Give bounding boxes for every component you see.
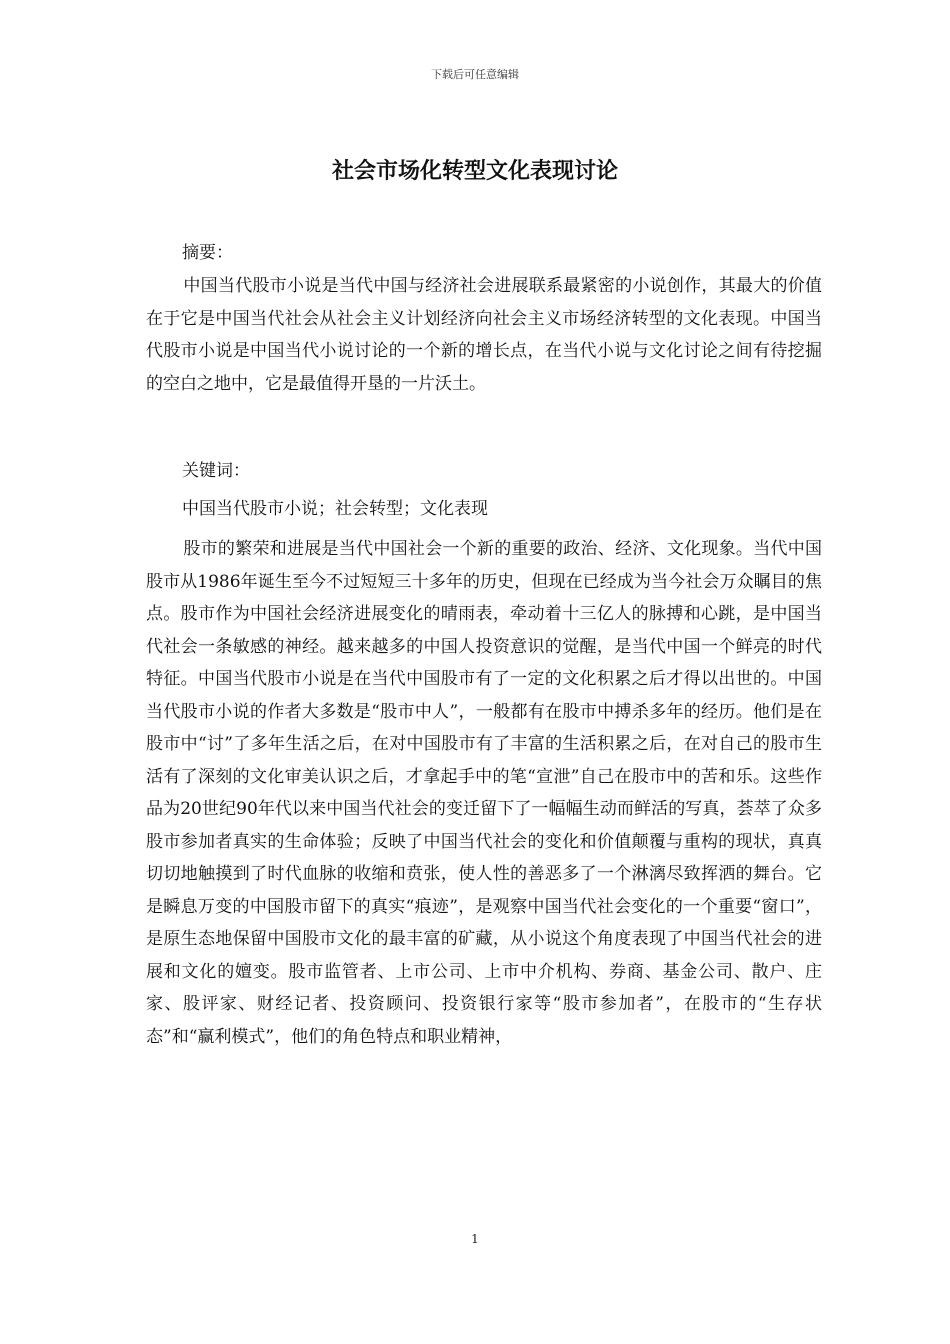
abstract-label: 摘要： xyxy=(182,243,233,263)
keywords-text: 中国当代股市小说；社会转型；文化表现 xyxy=(182,499,488,519)
abstract-paragraph: 中国当代股市小说是当代中国与经济社会进展联系最紧密的小说创作，其最大的价值在于它是中国当代社会从社会主义计划经济向社会主义市场经济转型的文化表现。中国当代股市小说是中国当代小说讨论的一个新的增长点，在当代小说与文化讨论之间有待挖掘的空白之地中，它是最值得开垦的一片沃土。 xyxy=(146,276,822,394)
body-paragraph: 股市的繁荣和进展是当代中国社会一个新的重要的政治、经济、文化现象。当代中国股市从1986年诞生至今不过短短三十多年的历史，但现在已经成为当今社会万众瞩目的焦点。股市作为中国社会经济进展变化的晴雨表，牵动着十三亿人的脉搏和心跳，是中国当代社会一条敏感的神经。越来越多的中国人投资意识的觉醒，是当代中国一个鲜亮的时代特征。中国当代股市小说是在当代中国股市有了一定的文化积累之后才得以出世的。中国当代股市小说的作者大多数是“股市中人”，一般都有在股市中搏杀多年的经历。他们是在股市中“讨”了多年生活之后，在对中国股市有了丰富的生活积累之后，在对自己的股市生活有了深刻的文化审美认识之后，才拿起手中的笔“宣泄”自己在股市中的苦和乐。这些作品为20世纪90年代以来中国当代社会的变迁留下了一幅幅生动而鲜活的写真，荟萃了众多股市参加者真实的生命体验；反映了中国当代社会的变化和价值颠覆与重构的现状，真真切切地触摸到了时代血脉的收缩和贲张，使人性的善恶多了一个淋漓尽致挥洒的舞台。它是瞬息万变的中国股市留下的真实“痕迹”，是观察中国当代社会变化的一个重要“窗口”，是原生态地保留中国股市文化的最丰富的矿藏，从小说这个角度表现了中国当代社会的进展和文化的嬗变。股市监管者、上市公司、上市中介机构、券商、基金公司、散户、庄家、股评家、财经记者、投资顾问、投资银行家等“股市参加者”，在股市的“生存状态”和“赢利模式”，他们的角色特点和职业精神， xyxy=(146,539,822,1047)
document-title: 社会市场化转型文化表现讨论 xyxy=(331,158,618,184)
page-number: 1 xyxy=(471,1232,479,1246)
header-note: 下载后可任意编辑 xyxy=(431,68,519,81)
keywords-label: 关键词： xyxy=(182,461,250,481)
